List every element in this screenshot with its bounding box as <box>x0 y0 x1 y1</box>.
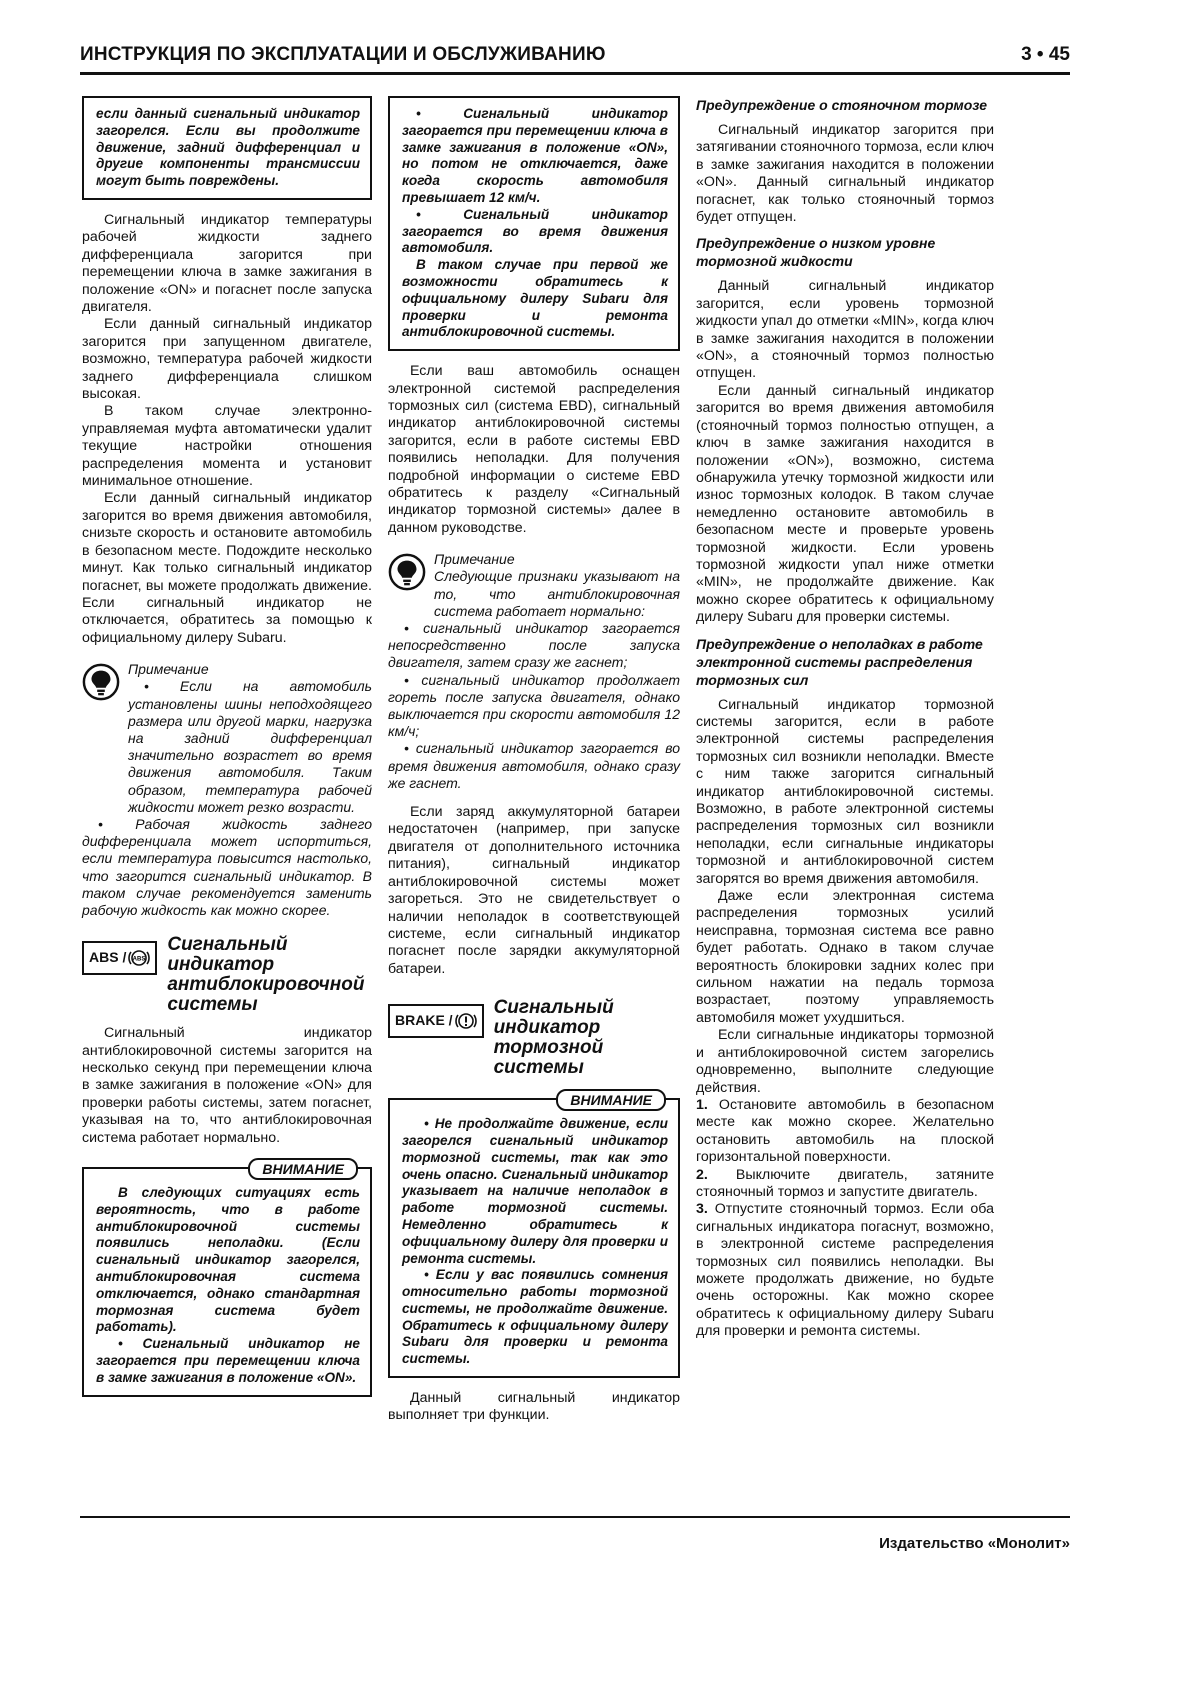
page-header <box>80 32 1070 75</box>
publisher: Издательство «Монолит» <box>879 1535 1070 1552</box>
note-item: • сигнальный индикатор загорается во время движения автомобиля, однако сразу же гаснет. <box>388 740 680 791</box>
subheading: Предупреждение о стояночном тормозе <box>696 97 988 113</box>
warning-box <box>82 1161 372 1397</box>
step-text: Остановите автомобиль в безопасном месте как можно скорее. Желательно остановить автомобиль на плоской горизонтальной поверхности. <box>696 1096 994 1166</box>
footer-rule <box>80 1516 1070 1518</box>
note-item: • сигнальный индикатор продолжает гореть после запуска двигателя, однако выключается при скорости автомобиля 12 км/ч; <box>388 671 680 740</box>
step-number: 3. <box>696 1201 708 1218</box>
step-text: Выключите двигатель, затяните стояночный тормоз и запустите двигатель. <box>696 1166 994 1200</box>
subheading: Предупреждение о неполадках в работе электронной системы распределения тормозных сил <box>696 635 983 688</box>
step-number: 2. <box>696 1166 708 1183</box>
note-block <box>82 661 372 919</box>
column-3 <box>696 96 994 1341</box>
paragraph: Если заряд аккумуляторной батареи недостаточен (например, при запуске двигателя от дополнительного источника питания), сигнальный индикатор антиблокировочной системы может загореться. Это не свидетельствует о наличии неполадок в соответствующей системе, если сигнальный индикатор погаснет после зарядки аккумуляторной батареи. <box>388 804 680 977</box>
paragraph: Сигнальный индикатор тормозной системы загорится, если в работе электронной системы распределения тормозных сил возникли неполадки. Вместе с ним также загорится сигнальный индикатор антиблокировочной системы. Возможно, в работе электронной системы распределения тормозных сил возникли неполадки, если сигнальные индикаторы тормозной и антиблокировочной систем загорятся во время движения автомобиля. <box>696 696 994 887</box>
paragraph: Данный сигнальный индикатор выполняет три функции. <box>388 1390 680 1424</box>
warning-box <box>388 1092 680 1378</box>
abs-icon-text: ABS <box>133 956 146 963</box>
note-intro: Следующие признаки указывают на то, что антиблокировочная система работает нормально: <box>434 568 680 619</box>
running-title: ИНСТРУКЦИЯ ПО ЭКСПЛУАТАЦИИ И ОБСЛУЖИВАНИЮ <box>80 44 606 65</box>
numbered-step <box>696 1201 994 1340</box>
column-2 <box>388 96 680 1425</box>
section-title: Сигнальный индикатор антиблокировочной системы <box>167 934 365 1016</box>
warning-item: • Сигнальный индикатор загорается при перемещении ключа в замке зажигания в положение «ON», но потом не отключается, даже когда скорость автомобиля превышает 12 км/ч. <box>402 106 668 205</box>
note-item: • Рабочая жидкость заднего дифференциала может испортиться, если температура повысится настолько, что загорится сигнальный индикатор. В таком случае рекомендуется заменить рабочую жидкость как можно скорее. <box>82 815 372 918</box>
paragraph: Если данный сигнальный индикатор загорится при запущенном двигателе, возможно, температура рабочей жидкости заднего дифференциала слишком высокая. <box>82 316 372 403</box>
warning-item: • Сигнальный индикатор загорается во время движения автомобиля. <box>402 206 668 256</box>
paragraph: Сигнальный индикатор температуры рабочей жидкости заднего дифференциала загорится при перемещении ключа в замке зажигания в положение «ON» и погаснет после запуска двигателя. <box>82 211 372 316</box>
abs-badge-text: ABS / <box>89 949 127 966</box>
note-title: Примечание <box>434 551 515 568</box>
paragraph: Даже если электронная система распределения тормозных усилий неисправна, тормозная система все равно будет работать. Однако в таком случае вероятность блокировки задних колес при сильном нажатии на педаль тормоза возрастает, поэтому управляемость автомобиля может ухудшиться. <box>696 888 994 1026</box>
column-1 <box>82 96 372 1397</box>
note-item: • Если на автомобиль установлены шины неподходящего размера или другой марки, нагрузка на задний дифференциал значительно возрастет во время движения автомобиля. Таким образом, температура рабочей жидкости может резко возрасти. <box>128 678 372 815</box>
abs-indicator-icon <box>128 947 150 969</box>
brake-section-heading <box>388 998 680 1078</box>
numbered-step <box>696 1097 994 1167</box>
paragraph: Если сигнальные индикаторы тормозной и антиблокировочной систем загорелись одновременно, выполните следующие действия. <box>696 1027 994 1096</box>
warning-item: • Сигнальный индикатор не загорается при перемещении ключа в замке зажигания в положение «ON». <box>96 1336 360 1385</box>
subheading: Предупреждение о низком уровне тормозной жидкости <box>696 235 936 270</box>
paragraph: В таком случае электронно-управляемая муфта автоматически удалит текущие настройки отношения распределения момента и установит минимальное отношение. <box>82 403 372 490</box>
section-title: Сигнальный индикатор тормозной системы <box>493 997 614 1079</box>
abs-section-heading <box>82 935 372 1015</box>
note-block <box>388 551 680 792</box>
warning-item: • Не продолжайте движение, если загорелся сигнальный индикатор тормозной системы, так как это очень опасно. Сигнальный индикатор указывает на наличие неполадок в работе тормозной системы. Немедленно обратитесь к официальному дилеру для проверки и ремонта системы. <box>402 1116 668 1266</box>
warning-label: ВНИМАНИЕ <box>556 1089 666 1111</box>
paragraph: Если данный сигнальный индикатор загорится во время движения автомобиля (стояночный тормоз полностью отпущен, а ключ в замке зажигания находится в положении «ON»), возможно, система обнаружила утечку тормозной жидкости или износ тормозных колодок. В таком случае немедленно остановите автомобиль в безопасном месте и проверьте уровень тормозной жидкости. Если уровень тормозной жидкости упал ниже отметки «MIN», не продолжайте движение. Как можно скорее обратитесь к официальному дилеру Subaru для проверки системы. <box>696 382 994 626</box>
paragraph: Сигнальный индикатор загорится при затягивании стояночного тормоза, если ключ в замке зажигания находится в положении «ON». Данный сигнальный индикатор погаснет, как только стояночный тормоз будет отпущен. <box>696 122 994 226</box>
warning-box-continuation <box>388 96 680 351</box>
warning-item: В следующих ситуациях есть вероятность, что в работе антиблокировочной системы появились неполадки. (Если сигнальный индикатор загорелся, антиблокировочная система отключается, однако стандартная тормозная система будет работать). <box>96 1185 360 1335</box>
note-item: • сигнальный индикатор загорается непосредственно после запуска двигателя, затем сразу же гаснет; <box>388 620 680 671</box>
paragraph: Если данный сигнальный индикатор загорится во время движения автомобиля, снизьте скорость и остановите автомобиль в безопасном месте. Подождите несколько минут. Как только сигнальный индикатор погаснет, вы можете продолжать движение. Если сигнальный индикатор не отключается, обратитесь за помощью к официальному дилеру Subaru. <box>82 490 372 646</box>
warning-label: ВНИМАНИЕ <box>248 1158 358 1180</box>
paragraph: Данный сигнальный индикатор загорится, если уровень тормозной жидкости упал до отметки «MIN», когда ключ в замке зажигания находится в положении «ON», а стояночный тормоз полностью отпущен. <box>696 278 994 382</box>
warning-item: В таком случае при первой же возможности обратитесь к официальному дилеру Subaru для проверки и ремонта антиблокировочной системы. <box>402 257 668 340</box>
step-number: 1. <box>696 1096 708 1113</box>
page-number: 3 • 45 <box>1021 44 1070 65</box>
note-title: Примечание <box>128 661 209 678</box>
paragraph: Сигнальный индикатор антиблокировочной системы загорится на несколько секунд при перемещении ключа в замке зажигания в положение «ON» для проверки работы системы, затем погаснет, указывая на то, что антиблокировочная система работает нормально. <box>82 1025 372 1146</box>
abs-indicator-badge <box>82 941 157 975</box>
warning-text: если данный сигнальный индикатор загорелся. Если вы продолжите движение, задний дифференциал и другие компоненты трансмиссии могут быть повреждены. <box>96 106 360 189</box>
numbered-step <box>696 1167 994 1202</box>
brake-indicator-icon <box>455 1010 477 1032</box>
warning-item: • Если у вас появились сомнения относительно работы тормозной системы, не продолжайте движение. Обратитесь к официальному дилеру Subaru для проверки и ремонта системы. <box>402 1267 668 1367</box>
paragraph: Если ваш автомобиль оснащен электронной системой распределения тормозных сил (система EBD), сигнальный индикатор антиблокировочной системы загорится, если в работе системы EBD появились неполадки. Для получения подробной информации о системе EBD обратитесь к разделу «Сигнальный индикатор тормозной системы» далее в данном руководстве. <box>388 363 680 536</box>
brake-badge-text: BRAKE / <box>395 1012 453 1029</box>
brake-indicator-badge <box>388 1004 484 1038</box>
step-text: Отпустите стояночный тормоз. Если оба сигнальных индикатора погаснут, возможно, в электронной системе распределения тормозных сил появились неполадки. Вы можете продолжать движение, но будьте очень осторожны. Как можно скорее обратитесь к официальному дилеру Subaru для проверки и ремонта системы. <box>696 1201 994 1340</box>
lightbulb-icon <box>388 553 426 591</box>
warning-box-continuation <box>82 96 372 200</box>
lightbulb-icon <box>82 663 120 701</box>
